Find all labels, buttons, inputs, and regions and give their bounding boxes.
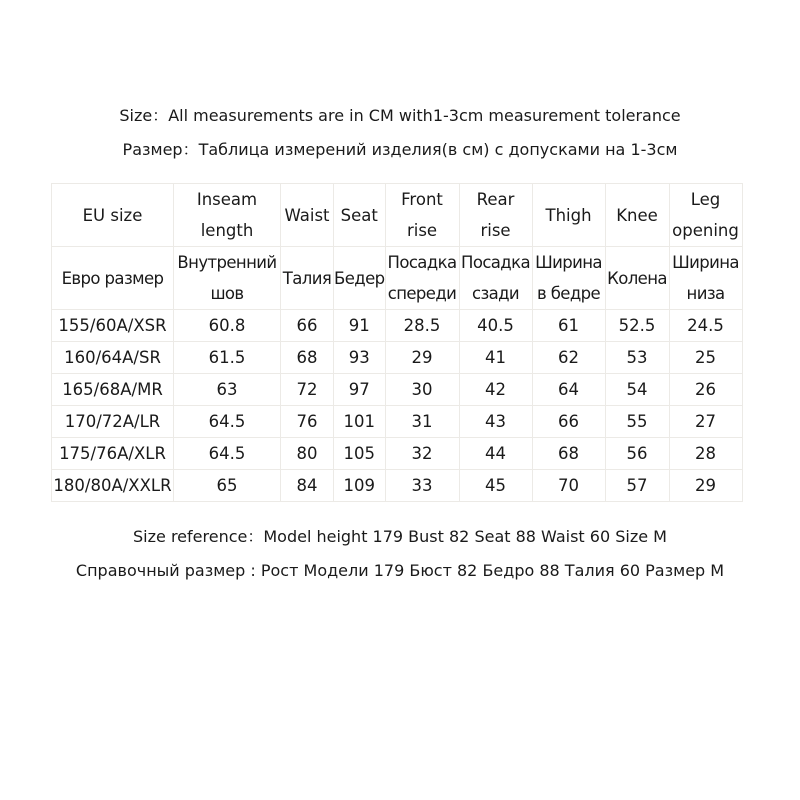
header-row-ru [52, 247, 743, 310]
measurement-cell: 61.5 [174, 342, 281, 374]
header-cell-en: Leg opening [669, 184, 742, 247]
table-row [52, 406, 743, 438]
model-size-reference-en: Size reference：Model height 179 Bust 82 Seat 88 Waist 60 Size M [133, 527, 667, 546]
measurement-cell: 32 [385, 438, 459, 470]
measurement-cell: 109 [334, 470, 386, 502]
measurement-cell: 62 [532, 342, 605, 374]
header-cell-ru: Бедер [334, 247, 386, 310]
measurement-cell: 61 [532, 310, 605, 342]
header-row-en [52, 184, 743, 247]
measurement-cell: 24.5 [669, 310, 742, 342]
measurement-cell: 72 [281, 374, 334, 406]
header-cell-ru: Колена [605, 247, 669, 310]
measurement-cell: 29 [669, 470, 742, 502]
measurement-cell: 31 [385, 406, 459, 438]
measurement-cell: 28.5 [385, 310, 459, 342]
measurement-cell: 64.5 [174, 438, 281, 470]
measurement-cell: 53 [605, 342, 669, 374]
header-cell-ru: Евро размер [52, 247, 174, 310]
measurement-cell: 52.5 [605, 310, 669, 342]
measurement-cell: 101 [334, 406, 386, 438]
measurement-cell: 45 [459, 470, 532, 502]
size-chart-body [52, 184, 743, 502]
table-row [52, 342, 743, 374]
header-cell-en: Seat [334, 184, 386, 247]
measurement-cell: 30 [385, 374, 459, 406]
measurement-cell: 26 [669, 374, 742, 406]
measurement-cell: 54 [605, 374, 669, 406]
header-cell-ru: Ширина низа [669, 247, 742, 310]
measurement-cell: 64 [532, 374, 605, 406]
measurement-cell: 93 [334, 342, 386, 374]
header-cell-ru: Внутренний шов [174, 247, 281, 310]
header-cell-en: Knee [605, 184, 669, 247]
size-label-cell: 170/72A/LR [52, 406, 174, 438]
size-tolerance-note-ru: Размер：Таблица измерений изделия(в см) с допусками на 1-3см [122, 140, 678, 159]
measurement-cell: 76 [281, 406, 334, 438]
measurement-cell: 63 [174, 374, 281, 406]
measurement-cell: 41 [459, 342, 532, 374]
header-cell-en: Rear rise [459, 184, 532, 247]
header-cell-ru: Талия [281, 247, 334, 310]
measurement-cell: 27 [669, 406, 742, 438]
header-cell-en: Inseam length [174, 184, 281, 247]
table-row [52, 374, 743, 406]
measurement-cell: 44 [459, 438, 532, 470]
measurement-cell: 43 [459, 406, 532, 438]
header-cell-en: Waist [281, 184, 334, 247]
measurement-cell: 64.5 [174, 406, 281, 438]
measurement-cell: 57 [605, 470, 669, 502]
size-label-cell: 180/80A/XXLR [52, 470, 174, 502]
model-size-reference-ru: Справочный размер : Рост Модели 179 Бюст 82 Бедро 88 Талия 60 Размер М [75, 561, 725, 580]
measurement-cell: 40.5 [459, 310, 532, 342]
measurement-cell: 68 [281, 342, 334, 374]
header-cell-ru: Посадка спереди [385, 247, 459, 310]
header-cell-en: EU size [52, 184, 174, 247]
measurement-cell: 97 [334, 374, 386, 406]
measurement-cell: 42 [459, 374, 532, 406]
size-label-cell: 175/76A/XLR [52, 438, 174, 470]
measurement-cell: 80 [281, 438, 334, 470]
measurement-cell: 105 [334, 438, 386, 470]
measurement-cell: 65 [174, 470, 281, 502]
header-cell-en: Thigh [532, 184, 605, 247]
measurement-cell: 55 [605, 406, 669, 438]
header-cell-en: Front rise [385, 184, 459, 247]
measurement-cell: 66 [281, 310, 334, 342]
header-cell-ru: Посадка сзади [459, 247, 532, 310]
size-label-cell: 165/68A/MR [52, 374, 174, 406]
measurement-cell: 60.8 [174, 310, 281, 342]
size-label-cell: 160/64A/SR [52, 342, 174, 374]
measurement-cell: 28 [669, 438, 742, 470]
table-row [52, 470, 743, 502]
measurement-cell: 25 [669, 342, 742, 374]
header-cell-ru: Ширина в бедре [532, 247, 605, 310]
size-label-cell: 155/60A/XSR [52, 310, 174, 342]
size-chart-table [51, 183, 743, 502]
measurement-cell: 91 [334, 310, 386, 342]
measurement-cell: 56 [605, 438, 669, 470]
measurement-cell: 68 [532, 438, 605, 470]
measurement-cell: 70 [532, 470, 605, 502]
measurement-cell: 84 [281, 470, 334, 502]
measurement-cell: 33 [385, 470, 459, 502]
table-row [52, 438, 743, 470]
size-tolerance-note-en: Size：All measurements are in CM with1-3cm measurement tolerance [119, 106, 681, 125]
table-row [52, 310, 743, 342]
measurement-cell: 66 [532, 406, 605, 438]
measurement-cell: 29 [385, 342, 459, 374]
